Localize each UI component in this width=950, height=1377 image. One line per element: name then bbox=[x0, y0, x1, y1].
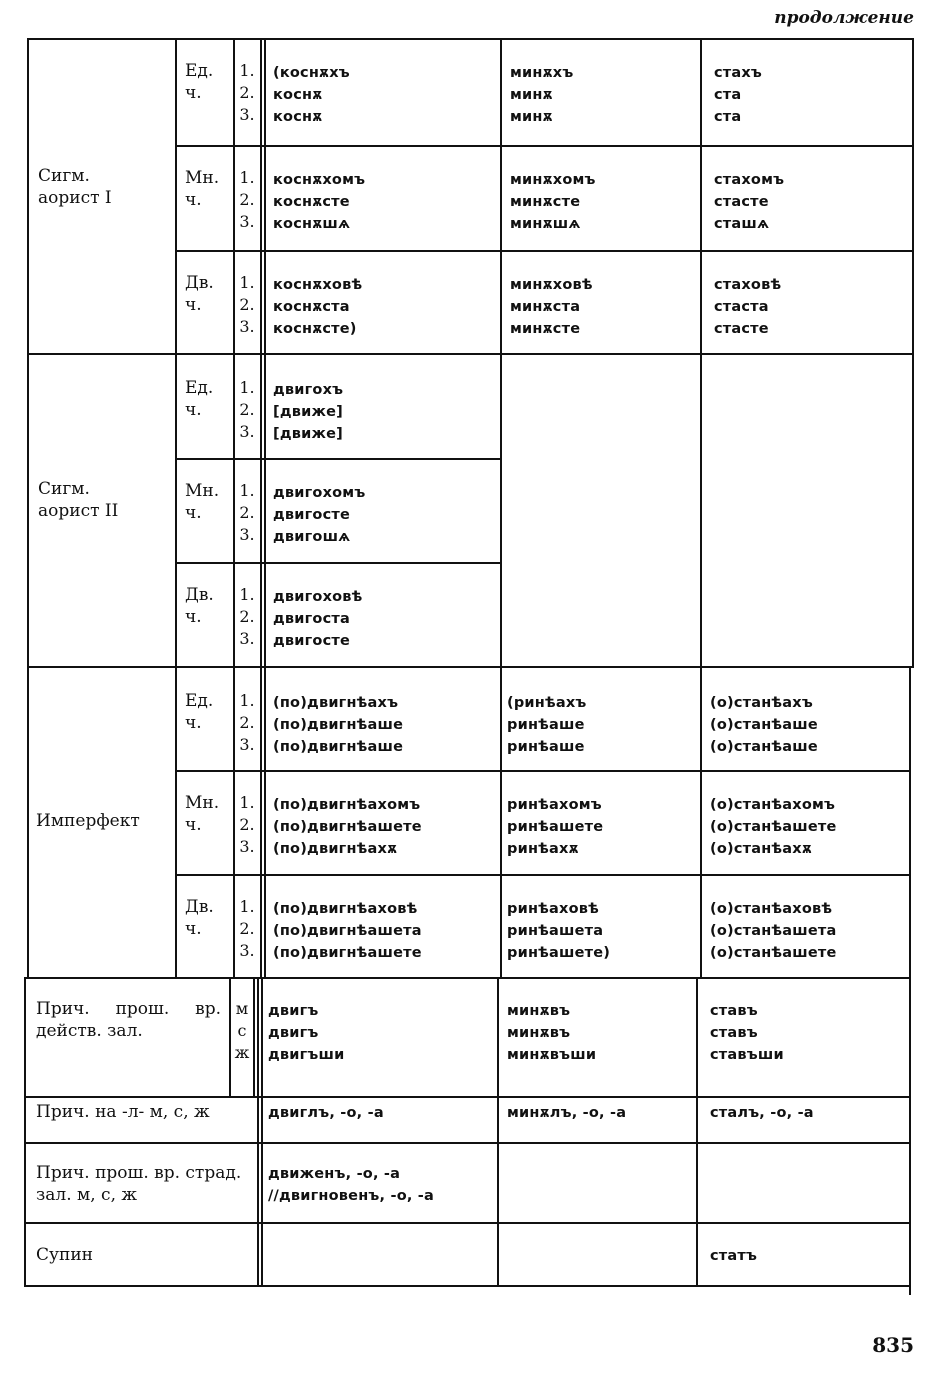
sigm2-ed-person-numbers-line: 1. bbox=[239, 378, 255, 397]
imperf-dv-col1-line: (по)двигнѣашете bbox=[273, 945, 422, 961]
sigm1-dv-col2-line: минѫховѣ bbox=[510, 277, 593, 293]
supin-label bbox=[36, 1244, 93, 1266]
imperf-mn-col1 bbox=[273, 794, 422, 860]
table-row-rule bbox=[175, 770, 909, 772]
prich-act-col2-line: минѫвъ bbox=[507, 1025, 571, 1041]
prich-pass-label-line: Прич. прош. вр. страд. bbox=[36, 1163, 242, 1183]
imperf-ed-number-label-line: ч. bbox=[185, 713, 202, 733]
prich-pass-col1-line: движенъ, -о, -а bbox=[268, 1166, 401, 1182]
prich-act-gender-marks-line: с bbox=[237, 1021, 247, 1040]
sigm1-dv-col2-line: минѫста bbox=[510, 299, 581, 315]
table-bottom-rule bbox=[24, 1285, 909, 1287]
sigm2-mn-person-numbers-line: 3. bbox=[239, 525, 255, 544]
table-row-rule bbox=[24, 977, 909, 979]
sigm1-mn-col2-line: минѫхомъ bbox=[510, 172, 596, 188]
table-column-rule bbox=[257, 977, 259, 1287]
sigm1-dv-person-numbers bbox=[235, 272, 259, 338]
sigm2-dv-col1-line: двигоста bbox=[273, 611, 350, 627]
imperf-dv-col3-line: (о)станѣаховѣ bbox=[710, 901, 833, 917]
sigm1-mn-col2-line: минѫсте bbox=[510, 194, 581, 210]
imperf-ed-number-label bbox=[185, 690, 213, 734]
imperf-dv-number-label-line: ч. bbox=[185, 919, 202, 939]
sigm2-ed-col1-line: [движе] bbox=[273, 404, 343, 420]
prich-l-col3 bbox=[710, 1102, 814, 1124]
sigm1-dv-col3-line: стаста bbox=[714, 299, 769, 315]
imperf-dv-col2-line: ринѣашета bbox=[507, 923, 604, 939]
table-row-rule bbox=[175, 458, 500, 460]
sigm2-ed-person-numbers-line: 3. bbox=[239, 422, 255, 441]
table-row-rule bbox=[175, 874, 909, 876]
sigm2-mn-person-numbers bbox=[235, 480, 259, 546]
sigm1-ed-col3-line: стахъ bbox=[714, 65, 763, 81]
prich-act-col1-line: двигъ bbox=[268, 1025, 319, 1041]
sigm2-mn-number-label bbox=[185, 480, 219, 524]
imperf-ed-person-numbers-line: 2. bbox=[239, 713, 255, 732]
sigm1-ed-col1-line: (коснѫхъ bbox=[273, 65, 350, 81]
prich-act-gender-marks-line: м bbox=[235, 999, 249, 1018]
imperf-dv-col3-line: (о)станѣашета bbox=[710, 923, 837, 939]
imperf-mn-col3-line: (о)станѣахомъ bbox=[710, 797, 836, 813]
imperf-mn-number-label bbox=[185, 792, 219, 836]
imperf-dv-col2-line: ринѣашете) bbox=[507, 945, 611, 961]
imperf-dv-person-numbers-line: 2. bbox=[239, 919, 255, 938]
sigm1-ed-number-label-line: ч. bbox=[185, 83, 202, 103]
prich-act-col1-line: двигъ bbox=[268, 1003, 319, 1019]
imperf-mn-col2-line: ринѣашете bbox=[507, 819, 604, 835]
prich-act-col3-line: ставъ bbox=[710, 1003, 758, 1019]
sigm2-mn-number-label-line: Мн. bbox=[185, 481, 220, 501]
sigm1-ed-person-numbers-line: 2. bbox=[239, 83, 255, 102]
sigm2-mn-person-numbers-line: 2. bbox=[239, 503, 255, 522]
sigm1-dv-col2-line: минѫсте bbox=[510, 321, 581, 337]
table-row-rule bbox=[27, 353, 912, 355]
imperf-mn-col1-line: (по)двигнѣахомъ bbox=[273, 797, 421, 813]
sigm1-ed-person-numbers-line: 3. bbox=[239, 105, 255, 124]
sigm2-ed-col1-line: [движе] bbox=[273, 426, 343, 442]
sigm1-ed-col3-line: ста bbox=[714, 87, 742, 103]
page-number: 835 bbox=[872, 1333, 914, 1357]
table-top-rule bbox=[27, 38, 914, 40]
imperf-mn-person-numbers bbox=[235, 792, 259, 858]
imperf-ed-person-numbers-line: 3. bbox=[239, 735, 255, 754]
supin-col3-line: статъ bbox=[710, 1248, 758, 1264]
prich-l-col1 bbox=[268, 1102, 384, 1124]
table-column-rule bbox=[500, 38, 502, 977]
imperf-ed-person-numbers bbox=[235, 690, 259, 756]
sigm2-ed-person-numbers-line: 2. bbox=[239, 400, 255, 419]
sigm1-mn-col3-line: стахомъ bbox=[714, 172, 785, 188]
sigm1-ed-col2-line: минѫхъ bbox=[510, 65, 574, 81]
imperf-mn-person-numbers-line: 3. bbox=[239, 837, 255, 856]
sigm1-ed-col2-line: минѫ bbox=[510, 87, 553, 103]
prich-act-gender-marks bbox=[231, 998, 253, 1064]
imperf-dv-col3-line: (о)станѣашете bbox=[710, 945, 837, 961]
prich-act-label bbox=[36, 998, 221, 1042]
sigm1-dv-col3 bbox=[714, 274, 781, 340]
table-column-rule bbox=[175, 38, 177, 979]
table-column-rule bbox=[912, 38, 914, 668]
sigm1-mn-number-label bbox=[185, 167, 219, 211]
imperf-ed-col1 bbox=[273, 692, 403, 758]
sigm1-label-line: аорист I bbox=[38, 188, 112, 208]
sigm2-ed-number-label bbox=[185, 377, 213, 421]
table-column-rule bbox=[260, 38, 262, 977]
sigm1-dv-col1-line: коснѫсте) bbox=[273, 321, 357, 337]
supin-label-line: Супин bbox=[36, 1245, 94, 1265]
table-column-rule bbox=[253, 979, 255, 1096]
table-column-rule bbox=[24, 977, 26, 1287]
imperf-ed-col1-line: (по)двигнѣаше bbox=[273, 717, 404, 733]
sigm1-mn-person-numbers bbox=[235, 167, 259, 233]
sigm1-mn-col2 bbox=[510, 169, 596, 235]
imperf-dv-number-label-line: Дв. bbox=[185, 897, 214, 917]
sigm1-dv-col3-line: стаховѣ bbox=[714, 277, 782, 293]
sigm1-dv-number-label-line: ч. bbox=[185, 295, 202, 315]
imperf-dv-person-numbers bbox=[235, 896, 259, 962]
sigm2-label-line: Сигм. bbox=[38, 479, 90, 499]
sigm1-dv-col1-line: коснѫста bbox=[273, 299, 350, 315]
sigm1-mn-person-numbers-line: 1. bbox=[239, 168, 255, 187]
imperf-dv-person-numbers-line: 1. bbox=[239, 897, 255, 916]
sigm2-ed-number-label-line: ч. bbox=[185, 400, 202, 420]
sigm1-mn-col2-line: минѫшѧ bbox=[510, 216, 581, 232]
table-column-rule bbox=[27, 38, 29, 977]
sigm2-ed-col1 bbox=[273, 379, 343, 445]
sigm2-dv-col1-line: двигоховѣ bbox=[273, 589, 363, 605]
sigm1-ed-col3 bbox=[714, 62, 762, 128]
imperf-ed-col3-line: (о)станѣаше bbox=[710, 717, 818, 733]
imperf-mn-col2 bbox=[507, 794, 603, 860]
imperf-ed-col1-line: (по)двигнѣаше bbox=[273, 739, 404, 755]
sigm1-dv-person-numbers-line: 1. bbox=[239, 273, 255, 292]
table-row-rule bbox=[27, 666, 912, 668]
prich-pass-col1-line: //двигновенъ, -о, -а bbox=[268, 1188, 435, 1204]
sigm2-mn-col1-line: двигосте bbox=[273, 507, 351, 523]
imperf-dv-number-label bbox=[185, 896, 214, 940]
prich-l-col2-line: минѫлъ, -о, -а bbox=[507, 1105, 627, 1121]
sigm1-dv-person-numbers-line: 3. bbox=[239, 317, 255, 336]
sigm2-ed-person-numbers bbox=[235, 377, 259, 443]
prich-l-col2 bbox=[507, 1102, 626, 1124]
sigm2-dv-person-numbers-line: 1. bbox=[239, 585, 255, 604]
prich-act-col3 bbox=[710, 1000, 784, 1066]
imperf-ed-col3-line: (о)станѣахъ bbox=[710, 695, 813, 711]
sigm1-dv-col1 bbox=[273, 274, 362, 340]
imperf-dv-col2 bbox=[507, 898, 610, 964]
sigm1-ed-number-label-line: Ед. bbox=[185, 61, 214, 81]
imperf-ed-col1-line: (по)двигнѣахъ bbox=[273, 695, 399, 711]
sigm2-label-line: аорист II bbox=[38, 501, 119, 521]
sigm1-mn-col3-line: сташѧ bbox=[714, 216, 770, 232]
prich-act-col2 bbox=[507, 1000, 596, 1066]
prich-pass-label bbox=[36, 1162, 241, 1206]
table-column-rule bbox=[696, 977, 698, 1287]
sigm1-dv-col3-line: стасте bbox=[714, 321, 769, 337]
prich-l-label bbox=[36, 1101, 210, 1123]
imperf-label-line: Имперфект bbox=[36, 811, 140, 831]
prich-l-label-line: Прич. на -л- м, с, ж bbox=[36, 1102, 210, 1122]
sigm1-ed-col2-line: минѫ bbox=[510, 109, 553, 125]
sigm1-mn-number-label-line: ч. bbox=[185, 190, 202, 210]
imperf-dv-col1-line: (по)двигнѣашета bbox=[273, 923, 422, 939]
prich-act-col2-line: минѫвъ bbox=[507, 1003, 571, 1019]
table-column-rule bbox=[261, 977, 263, 1287]
sigm1-mn-person-numbers-line: 2. bbox=[239, 190, 255, 209]
sigm2-dv-col1-line: двигосте bbox=[273, 633, 351, 649]
table-row-rule bbox=[175, 562, 500, 564]
table-row-rule bbox=[24, 1096, 909, 1098]
supin-col3 bbox=[710, 1245, 757, 1267]
sigm1-ed-col2 bbox=[510, 62, 573, 128]
prich-act-col1 bbox=[268, 1000, 344, 1066]
imperf-ed-number-label-line: Ед. bbox=[185, 691, 214, 711]
sigm1-mn-col1 bbox=[273, 169, 365, 235]
sigm1-mn-col1-line: коснѫсте bbox=[273, 194, 350, 210]
sigm1-dv-col2 bbox=[510, 274, 593, 340]
sigm1-mn-col1-line: коснѫшѧ bbox=[273, 216, 351, 232]
table-column-rule bbox=[700, 38, 702, 977]
sigm1-label bbox=[38, 165, 112, 209]
imperf-dv-col1-line: (по)двигнѣаховѣ bbox=[273, 901, 418, 917]
sigm1-ed-number-label bbox=[185, 60, 213, 104]
sigm1-mn-number-label-line: Мн. bbox=[185, 168, 220, 188]
sigm2-dv-col1 bbox=[273, 586, 363, 652]
imperf-dv-col1 bbox=[273, 898, 422, 964]
imperf-mn-col1-line: (по)двигнѣашете bbox=[273, 819, 422, 835]
imperf-ed-col2-line: ринѣаше bbox=[507, 739, 585, 755]
imperf-mn-col2-line: ринѣахомъ bbox=[507, 797, 602, 813]
sigm1-label-line: Сигм. bbox=[38, 166, 90, 186]
prich-act-label-line: Прич. прош. вр. действ. зал. bbox=[36, 999, 221, 1041]
imperf-ed-col3 bbox=[710, 692, 818, 758]
table-column-rule bbox=[497, 977, 499, 1287]
imperf-dv-col3 bbox=[710, 898, 837, 964]
sigm1-dv-col1-line: коснѫховѣ bbox=[273, 277, 363, 293]
sigm2-label bbox=[38, 478, 118, 522]
sigm1-dv-number-label bbox=[185, 272, 214, 316]
table-column-rule bbox=[264, 38, 266, 977]
sigm2-ed-col1-line: двигохъ bbox=[273, 382, 344, 398]
prich-l-col1-line: двиглъ, -о, -а bbox=[268, 1105, 384, 1121]
sigm1-dv-number-label-line: Дв. bbox=[185, 273, 214, 293]
sigm2-dv-person-numbers-line: 2. bbox=[239, 607, 255, 626]
imperf-mn-col2-line: ринѣахѫ bbox=[507, 841, 579, 857]
imperf-dv-col2-line: ринѣаховѣ bbox=[507, 901, 599, 917]
sigm1-ed-col1 bbox=[273, 62, 350, 128]
sigm1-mn-col3-line: стасте bbox=[714, 194, 769, 210]
imperf-mn-col3-line: (о)станѣашете bbox=[710, 819, 837, 835]
sigm2-dv-person-numbers-line: 3. bbox=[239, 629, 255, 648]
sigm1-dv-person-numbers-line: 2. bbox=[239, 295, 255, 314]
prich-l-col3-line: сталъ, -о, -а bbox=[710, 1105, 814, 1121]
sigm1-mn-col1-line: коснѫхомъ bbox=[273, 172, 366, 188]
table-row-rule bbox=[175, 250, 912, 252]
sigm2-dv-number-label-line: Дв. bbox=[185, 585, 214, 605]
prich-pass-label-line: зал. м, с, ж bbox=[36, 1185, 138, 1205]
sigm2-mn-col1 bbox=[273, 482, 365, 548]
imperf-label bbox=[36, 810, 140, 832]
imperf-mn-number-label-line: ч. bbox=[185, 815, 202, 835]
imperf-mn-col3 bbox=[710, 794, 837, 860]
prich-act-col3-line: ставъ bbox=[710, 1025, 758, 1041]
sigm2-mn-person-numbers-line: 1. bbox=[239, 481, 255, 500]
sigm1-ed-person-numbers-line: 1. bbox=[239, 61, 255, 80]
table-row-rule bbox=[24, 1222, 909, 1224]
sigm1-ed-col1-line: коснѫ bbox=[273, 87, 323, 103]
sigm1-mn-col3 bbox=[714, 169, 784, 235]
table-column-rule bbox=[909, 666, 911, 1295]
prich-act-gender-marks-line: ж bbox=[234, 1043, 250, 1062]
sigm1-ed-col1-line: коснѫ bbox=[273, 109, 323, 125]
sigm2-dv-number-label bbox=[185, 584, 214, 628]
imperf-mn-col3-line: (о)станѣахѫ bbox=[710, 841, 812, 857]
imperf-ed-person-numbers-line: 1. bbox=[239, 691, 255, 710]
prich-act-col3-line: ставъши bbox=[710, 1047, 784, 1063]
imperf-dv-person-numbers-line: 3. bbox=[239, 941, 255, 960]
imperf-ed-col2 bbox=[507, 692, 587, 758]
header-note: продолжение bbox=[774, 8, 914, 28]
sigm1-ed-col3-line: ста bbox=[714, 109, 742, 125]
imperf-ed-col2-line: ринѣаше bbox=[507, 717, 585, 733]
imperf-ed-col2-line: (ринѣахъ bbox=[507, 695, 587, 711]
table-row-rule bbox=[24, 1142, 909, 1144]
imperf-ed-col3-line: (о)станѣаше bbox=[710, 739, 818, 755]
sigm2-dv-number-label-line: ч. bbox=[185, 607, 202, 627]
imperf-mn-number-label-line: Мн. bbox=[185, 793, 220, 813]
prich-act-col1-line: двигъши bbox=[268, 1047, 345, 1063]
sigm1-ed-person-numbers bbox=[235, 60, 259, 126]
sigm1-mn-person-numbers-line: 3. bbox=[239, 212, 255, 231]
imperf-mn-col1-line: (по)двигнѣахѫ bbox=[273, 841, 398, 857]
sigm2-mn-col1-line: двигошѧ bbox=[273, 529, 351, 545]
prich-act-col2-line: минѫвъши bbox=[507, 1047, 597, 1063]
sigm2-ed-number-label-line: Ед. bbox=[185, 378, 214, 398]
table-row-rule bbox=[175, 145, 912, 147]
sigm2-dv-person-numbers bbox=[235, 584, 259, 650]
sigm2-mn-col1-line: двигохомъ bbox=[273, 485, 366, 501]
sigm2-mn-number-label-line: ч. bbox=[185, 503, 202, 523]
imperf-mn-person-numbers-line: 1. bbox=[239, 793, 255, 812]
imperf-mn-person-numbers-line: 2. bbox=[239, 815, 255, 834]
prich-pass-col1 bbox=[268, 1163, 434, 1207]
